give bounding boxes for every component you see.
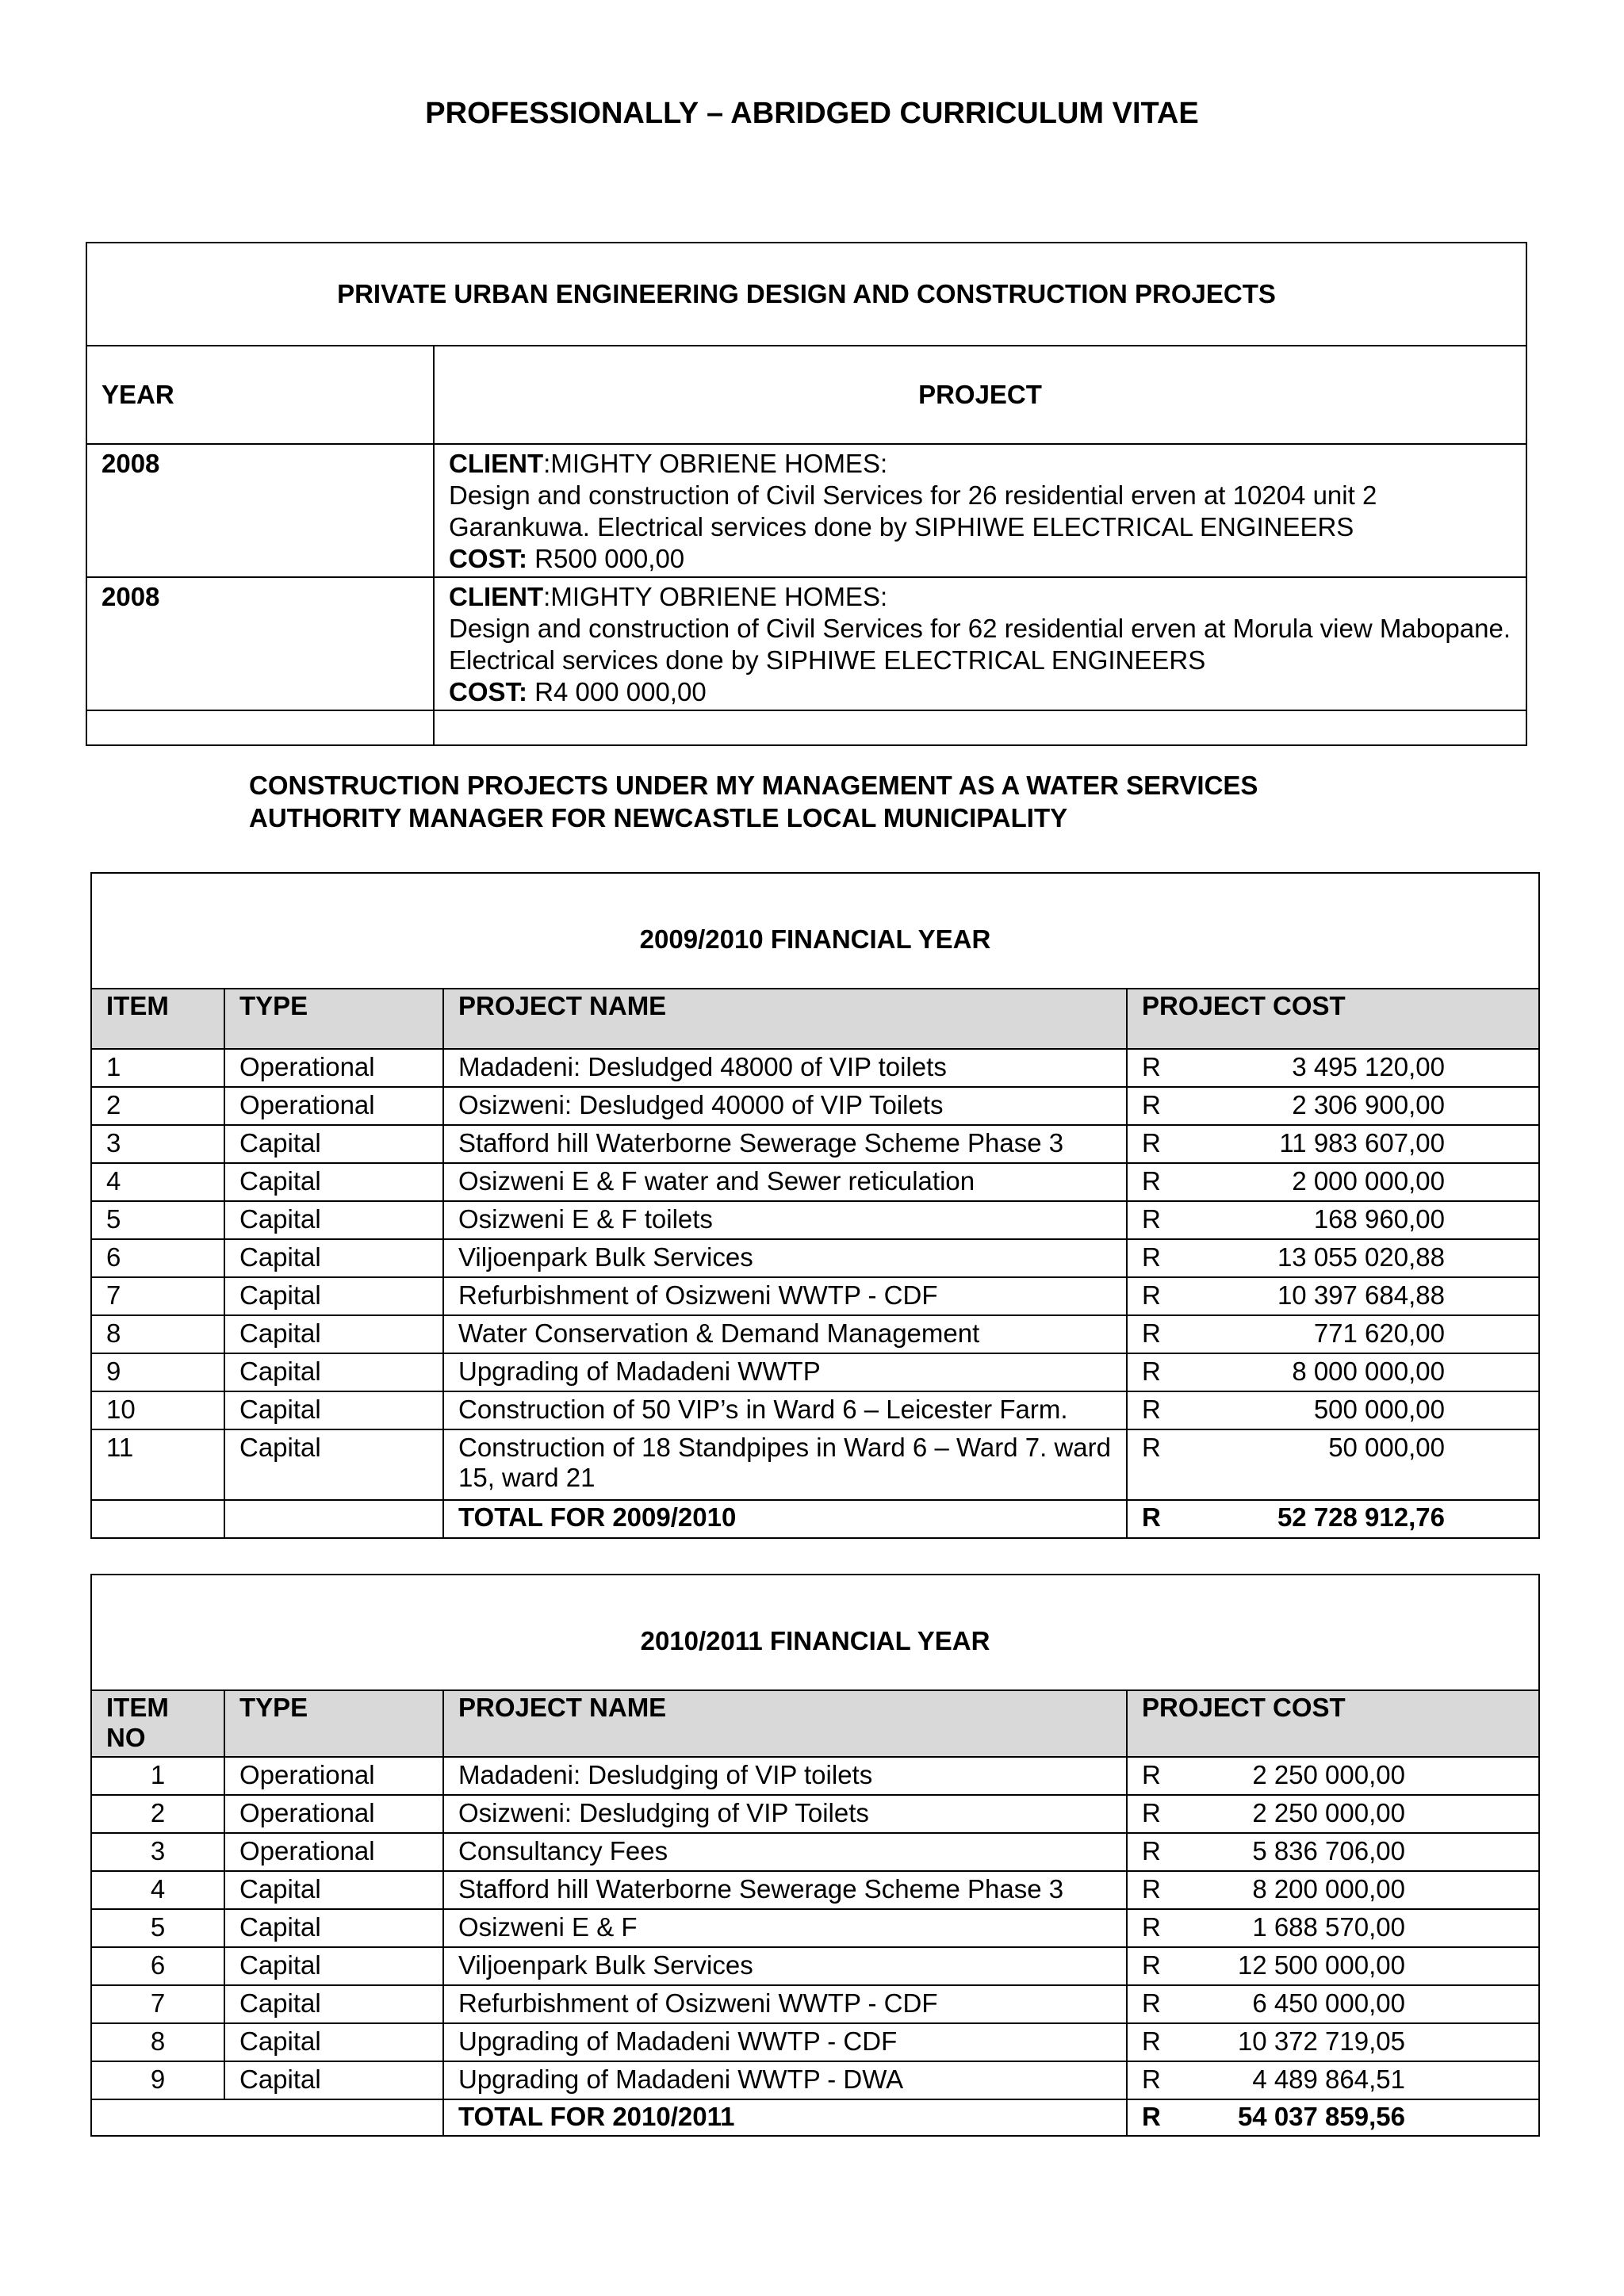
client-name: :MIGHTY OBRIENE HOMES:: [543, 449, 888, 478]
currency: R: [1142, 1950, 1161, 1980]
item-number: 5: [91, 1909, 224, 1947]
item-number: 1: [91, 1049, 224, 1087]
project-type: Capital: [224, 1239, 443, 1277]
item-number: 11: [91, 1429, 224, 1500]
table-row: [86, 577, 1526, 710]
project-type: Capital: [224, 1315, 443, 1353]
project-type: Capital: [224, 1277, 443, 1315]
cost-label: COST:: [449, 544, 527, 573]
cost-value: 2 000 000,00: [1292, 1166, 1445, 1196]
currency: R: [1142, 1166, 1161, 1196]
project-name: Viljoenpark Bulk Services: [443, 1947, 1127, 1985]
cost-value: 4 489 864,51: [1252, 2064, 1405, 2094]
col-project-header: PROJECT: [434, 346, 1526, 444]
item-number: 10: [91, 1391, 224, 1429]
project-name: Water Conservation & Demand Management: [443, 1315, 1127, 1353]
project-name: Osizweni E & F water and Sewer reticulation: [443, 1163, 1127, 1201]
cost-value: R500 000,00: [527, 544, 685, 573]
section-heading-line: AUTHORITY MANAGER FOR NEWCASTLE LOCAL MUNICIPALITY: [249, 803, 1068, 832]
item-number: 7: [91, 1277, 224, 1315]
col-type-header: TYPE: [224, 1690, 443, 1757]
project-type: Capital: [224, 1201, 443, 1239]
currency: R: [1142, 1798, 1161, 1827]
cost-value: 168 960,00: [1313, 1204, 1445, 1234]
col-name-header: PROJECT NAME: [443, 1690, 1127, 1757]
table-row: [91, 2023, 1539, 2061]
col-item-header: ITEM NO: [91, 1690, 224, 1757]
table-row: [91, 1429, 1539, 1500]
project-type: Operational: [224, 1833, 443, 1871]
project-name: Consultancy Fees: [443, 1833, 1127, 1871]
currency: R: [1142, 2102, 1161, 2131]
table-row: [91, 2061, 1539, 2099]
cost-value: 10 372 719,05: [1237, 2026, 1405, 2056]
table-row: [91, 1909, 1539, 1947]
item-number: 2: [91, 1795, 224, 1833]
project-type: Capital: [224, 1353, 443, 1391]
cost-value: 500 000,00: [1313, 1395, 1445, 1424]
table-row: [91, 1391, 1539, 1429]
item-number: 8: [91, 1315, 224, 1353]
project-type: Capital: [224, 1429, 443, 1500]
project-name: Upgrading of Madadeni WWTP: [443, 1353, 1127, 1391]
currency: R: [1142, 1204, 1161, 1234]
table-row: [91, 1795, 1539, 1833]
total-value: 54 037 859,56: [1237, 2102, 1405, 2131]
table-row: [91, 1871, 1539, 1909]
currency: R: [1142, 1128, 1161, 1158]
item-number: 6: [91, 1947, 224, 1985]
item-number: 4: [91, 1871, 224, 1909]
project-name: Osizweni E & F: [443, 1909, 1127, 1947]
fy-heading: 2009/2010 FINANCIAL YEAR: [91, 873, 1539, 989]
cost-value: 3 495 120,00: [1292, 1052, 1445, 1081]
item-number: 7: [91, 1985, 224, 2023]
cost-value: 6 450 000,00: [1252, 1988, 1405, 2018]
table-row: [91, 1985, 1539, 2023]
item-number: 6: [91, 1239, 224, 1277]
project-name: Upgrading of Madadeni WWTP - CDF: [443, 2023, 1127, 2061]
table-row: [91, 1201, 1539, 1239]
project-type: Operational: [224, 1795, 443, 1833]
project-name: Stafford hill Waterborne Sewerage Scheme Phase 3: [443, 1871, 1127, 1909]
currency: R: [1142, 2064, 1161, 2094]
project-type: Operational: [224, 1087, 443, 1125]
project-type: Capital: [224, 1985, 443, 2023]
project-name: Stafford hill Waterborne Sewerage Scheme Phase 3: [443, 1125, 1127, 1163]
cost-value: 8 000 000,00: [1292, 1357, 1445, 1386]
client-name: :MIGHTY OBRIENE HOMES:: [543, 582, 888, 611]
total-row: [91, 2099, 1539, 2136]
project-type: Capital: [224, 1871, 443, 1909]
project-name: Osizweni: Desludging of VIP Toilets: [443, 1795, 1127, 1833]
cost-value: 771 620,00: [1313, 1318, 1445, 1348]
currency: R: [1142, 1090, 1161, 1119]
currency: R: [1142, 1052, 1161, 1081]
project-description: Design and construction of Civil Services for 26 residential erven at 10204 unit 2 Garankuwa. Electrical services done by SIPHIWE ELECTRICAL ENGINEERS: [449, 480, 1377, 541]
item-number: 3: [91, 1833, 224, 1871]
cost-value: 1 688 570,00: [1252, 1912, 1405, 1942]
table-row: [91, 1277, 1539, 1315]
table-row: [91, 1315, 1539, 1353]
currency: R: [1142, 1760, 1161, 1789]
cost-value: 10 397 684,88: [1277, 1280, 1445, 1310]
total-label: TOTAL FOR 2009/2010: [443, 1500, 1127, 1538]
cost-value: 13 055 020,88: [1277, 1242, 1445, 1272]
cost-value: 12 500 000,00: [1237, 1950, 1405, 1980]
project-type: Capital: [224, 1909, 443, 1947]
currency: R: [1142, 1395, 1161, 1424]
item-number: 1: [91, 1757, 224, 1795]
total-label: TOTAL FOR 2010/2011: [443, 2099, 1127, 2136]
project-year: 2008: [86, 444, 434, 577]
project-details: [434, 444, 1526, 577]
project-name: Osizweni E & F toilets: [443, 1201, 1127, 1239]
project-type: Operational: [224, 1757, 443, 1795]
project-details: [434, 577, 1526, 710]
section-heading: [249, 769, 1258, 834]
table-row: [91, 1833, 1539, 1871]
project-name: Viljoenpark Bulk Services: [443, 1239, 1127, 1277]
table-row: [91, 1163, 1539, 1201]
cost-value: 2 250 000,00: [1252, 1760, 1405, 1789]
col-type-header: TYPE: [224, 989, 443, 1049]
private-projects-table: [86, 242, 1527, 746]
fy-2010-2011-table: [90, 1574, 1540, 2137]
table-row: [91, 1049, 1539, 1087]
currency: R: [1142, 2026, 1161, 2056]
item-number: 4: [91, 1163, 224, 1201]
project-type: Capital: [224, 1163, 443, 1201]
currency: R: [1142, 1836, 1161, 1866]
project-type: Operational: [224, 1049, 443, 1087]
project-type: Capital: [224, 1391, 443, 1429]
cost-value: 5 836 706,00: [1252, 1836, 1405, 1866]
project-name: Osizweni: Desludged 40000 of VIP Toilets: [443, 1087, 1127, 1125]
item-number: 2: [91, 1087, 224, 1125]
cost-value: 8 200 000,00: [1252, 1874, 1405, 1904]
total-value: 52 728 912,76: [1277, 1502, 1445, 1532]
currency: R: [1142, 1912, 1161, 1942]
cost-label: COST:: [449, 677, 527, 706]
table-row: [86, 710, 1526, 745]
section-heading-line: CONSTRUCTION PROJECTS UNDER MY MANAGEMENT AS A WATER SERVICES: [249, 771, 1258, 800]
currency: R: [1142, 1988, 1161, 2018]
table-row: [91, 1353, 1539, 1391]
project-description: Design and construction of Civil Services for 62 residential erven at Morula view Mabopane. Electrical services done by SIPHIWE ELECTRICAL ENGINEERS: [449, 614, 1511, 675]
item-number: 8: [91, 2023, 224, 2061]
project-type: Capital: [224, 1947, 443, 1985]
cost-value: 50 000,00: [1328, 1433, 1445, 1462]
page-title: PROFESSIONALLY – ABRIDGED CURRICULUM VITAE: [425, 97, 1199, 130]
table-row: [91, 1125, 1539, 1163]
project-name: Upgrading of Madadeni WWTP - DWA: [443, 2061, 1127, 2099]
col-item-header: ITEM: [91, 989, 224, 1049]
project-name: Madadeni: Desludging of VIP toilets: [443, 1757, 1127, 1795]
client-label: CLIENT: [449, 582, 544, 611]
currency: R: [1142, 1318, 1161, 1348]
col-year-header: YEAR: [86, 346, 434, 444]
private-projects-heading: PRIVATE URBAN ENGINEERING DESIGN AND CONSTRUCTION PROJECTS: [86, 243, 1526, 346]
project-year: 2008: [86, 577, 434, 710]
client-label: CLIENT: [449, 449, 544, 478]
project-name: Construction of 50 VIP’s in Ward 6 – Leicester Farm.: [443, 1391, 1127, 1429]
item-number: 9: [91, 2061, 224, 2099]
currency: R: [1142, 1874, 1161, 1904]
project-type: Capital: [224, 1125, 443, 1163]
project-type: Capital: [224, 2061, 443, 2099]
project-name: Construction of 18 Standpipes in Ward 6 – Ward 7. ward 15, ward 21: [443, 1429, 1127, 1500]
fy-heading: 2010/2011 FINANCIAL YEAR: [91, 1575, 1539, 1690]
item-number: 5: [91, 1201, 224, 1239]
col-cost-header: PROJECT COST: [1127, 989, 1539, 1049]
table-row: [91, 1757, 1539, 1795]
currency: R: [1142, 1502, 1161, 1532]
item-number: 9: [91, 1353, 224, 1391]
cost-value: 2 306 900,00: [1292, 1090, 1445, 1119]
col-cost-header: PROJECT COST: [1127, 1690, 1539, 1757]
table-row: [91, 1239, 1539, 1277]
col-name-header: PROJECT NAME: [443, 989, 1127, 1049]
currency: R: [1142, 1242, 1161, 1272]
project-name: Refurbishment of Osizweni WWTP - CDF: [443, 1277, 1127, 1315]
fy-2009-2010-table: [90, 872, 1540, 1539]
table-row: [91, 1947, 1539, 1985]
cost-value: 2 250 000,00: [1252, 1798, 1405, 1827]
currency: R: [1142, 1357, 1161, 1386]
total-row: [91, 1500, 1539, 1538]
table-row: [86, 444, 1526, 577]
cost-value: 11 983 607,00: [1279, 1128, 1445, 1158]
currency: R: [1142, 1280, 1161, 1310]
currency: R: [1142, 1433, 1161, 1462]
cost-value: R4 000 000,00: [527, 677, 707, 706]
project-name: Refurbishment of Osizweni WWTP - CDF: [443, 1985, 1127, 2023]
item-number: 3: [91, 1125, 224, 1163]
project-type: Capital: [224, 2023, 443, 2061]
table-row: [91, 1087, 1539, 1125]
project-name: Madadeni: Desludged 48000 of VIP toilets: [443, 1049, 1127, 1087]
